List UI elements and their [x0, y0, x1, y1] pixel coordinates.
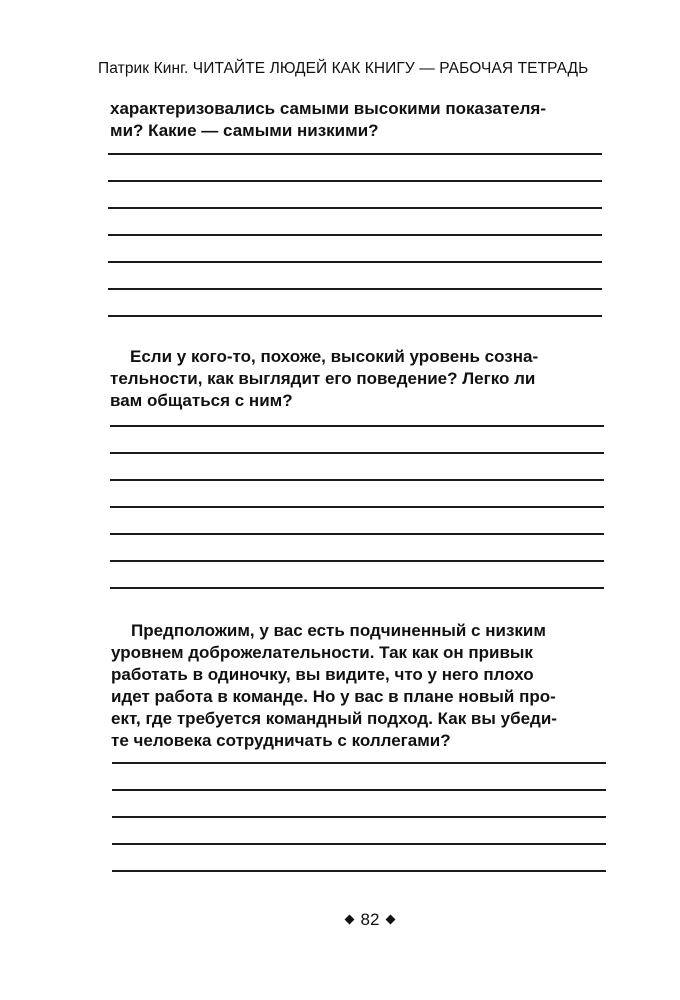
- question-2: [110, 346, 538, 412]
- answer-line[interactable]: [108, 153, 602, 155]
- question-text-line: те человека сотрудничать с коллегами?: [111, 731, 451, 750]
- diamond-ornament-icon: [386, 915, 396, 925]
- answer-line[interactable]: [110, 452, 604, 454]
- answer-line[interactable]: [108, 207, 602, 209]
- answer-line[interactable]: [112, 843, 606, 845]
- question-1: [110, 98, 546, 142]
- answer-line[interactable]: [108, 315, 602, 317]
- question-text-line: идет работа в команде. Но у вас в плане новый про-: [111, 687, 556, 706]
- question-text-line: работать в одиночку, вы видите, что у него плохо: [111, 665, 534, 684]
- answer-line[interactable]: [108, 180, 602, 182]
- running-header: Патрик Кинг. ЧИТАЙТЕ ЛЮДЕЙ КАК КНИГУ — РАБОЧАЯ ТЕТРАДЬ: [98, 60, 589, 77]
- answer-line[interactable]: [110, 560, 604, 562]
- answer-line[interactable]: [110, 506, 604, 508]
- question-text-line: вам общаться с ним?: [110, 391, 293, 410]
- question-text-line: Предположим, у вас есть подчиненный с низким: [131, 621, 546, 640]
- question-text-line: уровнем доброжелательности. Так как он привык: [111, 643, 533, 662]
- answer-line[interactable]: [112, 816, 606, 818]
- answer-line[interactable]: [110, 533, 604, 535]
- answer-line[interactable]: [110, 479, 604, 481]
- answer-line[interactable]: [108, 261, 602, 263]
- question-text-line: характеризовались самыми высокими показателя-: [110, 99, 546, 118]
- question-text-line: тельности, как выглядит его поведение? Легко ли: [110, 369, 536, 388]
- page-number: 82: [360, 910, 380, 929]
- question-text-line: ми? Какие — самыми низкими?: [110, 121, 379, 140]
- answer-line[interactable]: [108, 234, 602, 236]
- question-text-line: Если у кого-то, похоже, высокий уровень созна-: [130, 347, 539, 366]
- question-text-line: ект, где требуется командный подход. Как вы убеди-: [111, 709, 557, 728]
- answer-line[interactable]: [112, 789, 606, 791]
- answer-line[interactable]: [112, 762, 606, 764]
- answer-line[interactable]: [108, 288, 602, 290]
- question-3: [111, 620, 557, 752]
- answer-line[interactable]: [110, 425, 604, 427]
- diamond-ornament-icon: [344, 915, 354, 925]
- page-footer: [0, 910, 680, 930]
- answer-line[interactable]: [110, 587, 604, 589]
- answer-line[interactable]: [112, 870, 606, 872]
